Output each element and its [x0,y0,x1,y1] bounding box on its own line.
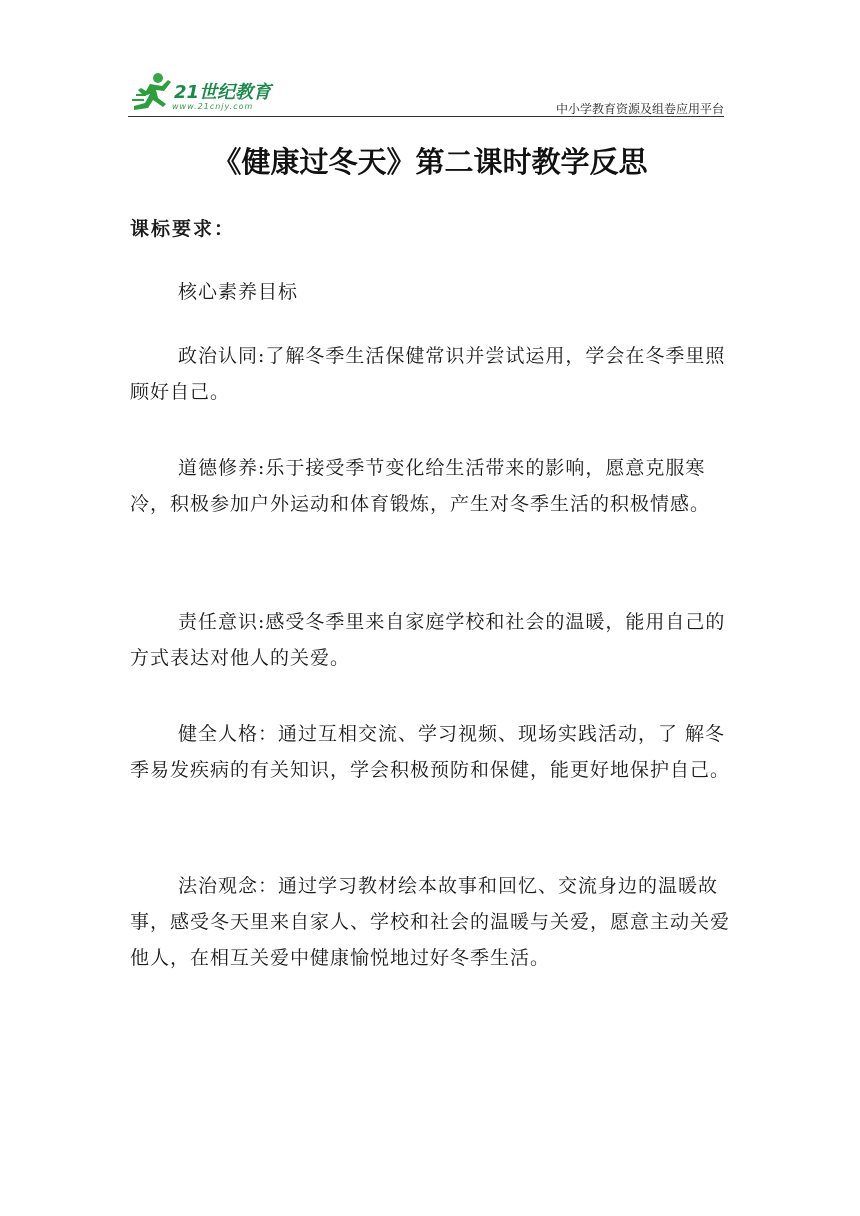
paragraph-political-identity: 政治认同:了解冬季生活保健常识并尝试运用，学会在冬季里照顾好自己。 [130,345,726,403]
section-heading: 课标要求： [130,218,236,240]
paragraph-healthy-personality: 健全人格：通过互相交流、学习视频、现场实践活动，了 解冬季易发疾病的有关知识，学会积极预防和保健，能更好地保护自己。 [130,723,731,781]
logo [128,66,288,118]
page-header [128,66,724,118]
paragraph-rule-of-law: 法治观念：通过学习教材绘本故事和回忆、交流身边的温暖故事，感受冬天里来自家人、学校和社会的温暖与关爱，愿意主动关爱他人，在相互关爱中健康愉悦地过好冬季生活。 [130,875,731,969]
paragraph-core-literacy: 核心素养目标 [178,281,299,303]
document-title: 《健康过冬天》第二课时教学反思 [212,145,648,179]
runner-logo-icon [128,70,176,114]
platform-tagline: 中小学教育资源及组卷应用平台 [555,102,724,116]
paragraph-responsibility: 责任意识:感受冬季里来自家庭学校和社会的温暖，能用自己的方式表达对他人的关爱。 [130,611,726,669]
paragraph-moral-cultivation: 道德修养:乐于接受季节变化给生活带来的影响，愿意克服寒冷，积极参加户外运动和体育锻炼，产生对冬季生活的积极情感。 [130,457,711,515]
logo-url: www.21cnjy.com [172,102,254,111]
header-divider [128,116,724,117]
logo-text: 21世纪教育 [174,82,272,103]
